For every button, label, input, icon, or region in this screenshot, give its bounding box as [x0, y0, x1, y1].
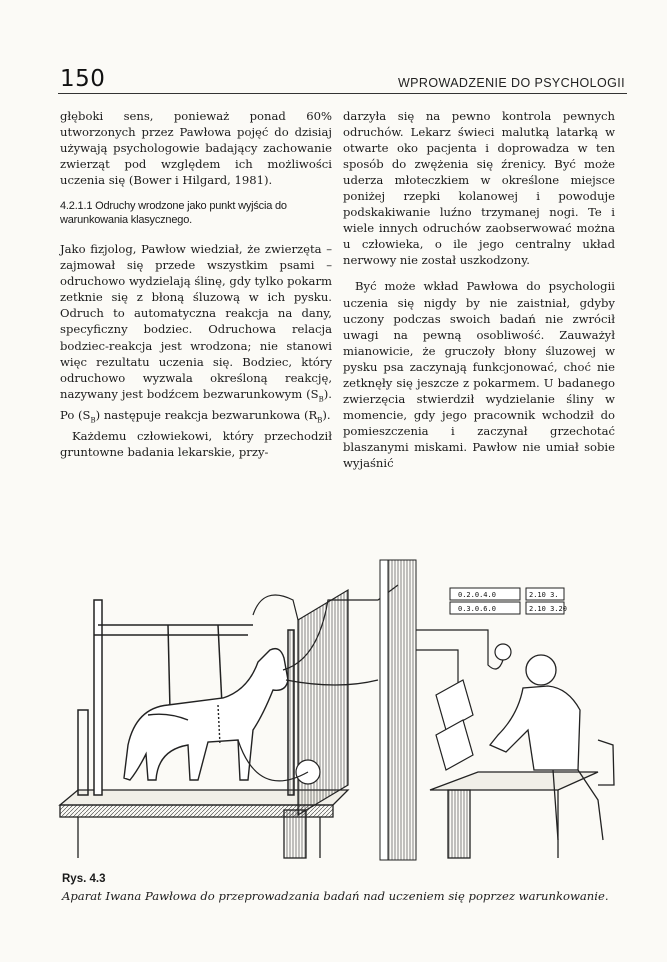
wall	[380, 560, 416, 860]
gauge-readout: 2.10 3.20	[529, 605, 567, 613]
apparatus-drawing	[58, 540, 620, 865]
paragraph: głęboki sens, ponieważ ponad 60% utworzonych przez Pawłowa pojęć do dzisiaj używają psychologowie badający zachowanie zwierząt pod względem ich możliwości uczenia się (Bower i Hilgard, 1981).	[60, 109, 332, 188]
paragraph: darzyła się na pewno kontrola pewnych odruchów. Lekarz świeci malutką latarką w otwarte oko pacjenta i doprowadza w ten sposób do zwężenia się źrenicy. Być może uderza młoteczkiem w określone miejsce poniżej rzepki kolanowej i powoduje podskakiwanie luźno trzymanej nogi. Te i wiele innych odruchów zaobserwować można u człowieka, o ile jego centralny układ nerwowy nie został uszkodzony.	[343, 109, 615, 268]
paragraph: Być może wkład Pawłowa do psychologii uczenia się nigdy by nie zaistniał, gdyby uczony podczas swoich badań nie zwrócił uwagi na pewną osobliwość. Zauważył mianowicie, że gruczoły błony śluzowej w pysku psa zaczynają funkcjonować, choć nie zetknęły się jeszcze z pokarmem. U badanego zwierzęcia stwierdził wydzielanie śliny w momencie, gdy jego pracownik wchodził do pomieszczenia i zaczynał grzechotać blaszanymi miskami. Pawłow nie umiał sobie wyjaśnić	[343, 279, 615, 470]
gauge-readout: 0.2.0.4.0	[458, 591, 496, 599]
header-rule	[58, 93, 627, 94]
pavlov-apparatus-illustration	[58, 540, 620, 865]
observer-desk	[430, 772, 598, 858]
right-column	[343, 108, 615, 471]
figure-caption: Aparat Iwana Pawłowa do przeprowadzania badań nad uczeniem się poprzez warunkowanie.	[62, 889, 609, 903]
section-title: Odruchy wrodzone jako punkt wyjścia do warunkowania klasycznego.	[60, 200, 287, 226]
recording-pipes	[416, 630, 511, 770]
section-number: 4.2.1.1	[60, 200, 93, 213]
running-head: WPROWADZENIE DO PSYCHOLOGII	[397, 76, 625, 90]
section-heading	[60, 200, 332, 227]
observer-person	[490, 655, 614, 840]
page-number: 150	[60, 66, 106, 92]
left-column	[60, 108, 332, 460]
paragraph: Jako fizjolog, Pawłow wiedział, że zwierzęta – zajmował się przede wszystkim psami – odruchowo wydzielają ślinę, gdy tylko pokarm zetknie się z błoną śluzową w ich pysku. Odruch to automatyczna reakcja na dany, specyficzny bodziec. Odruchowa relacja bodziec-reakcja jest wrodzona; nie stanowi więc rezultatu uczenia się. Bodziec, który odruchowo wyzwala określoną reakcję, nazywany jest bodźcem bezwarunkowym $(S_B)$. Po $(S_B)$ następuje reakcja bezwarunkowa $(R_B)$.	[60, 242, 332, 425]
dog-figure	[124, 649, 288, 780]
gauge-readout: 2.10 3.	[529, 591, 559, 599]
paragraph: Każdemu człowiekowi, który przechodził gruntowne badania lekarskie, przy-	[60, 429, 332, 460]
gauge-readout: 0.3.0.6.0	[458, 605, 496, 613]
figure-label: Rys. 4.3	[62, 873, 106, 885]
